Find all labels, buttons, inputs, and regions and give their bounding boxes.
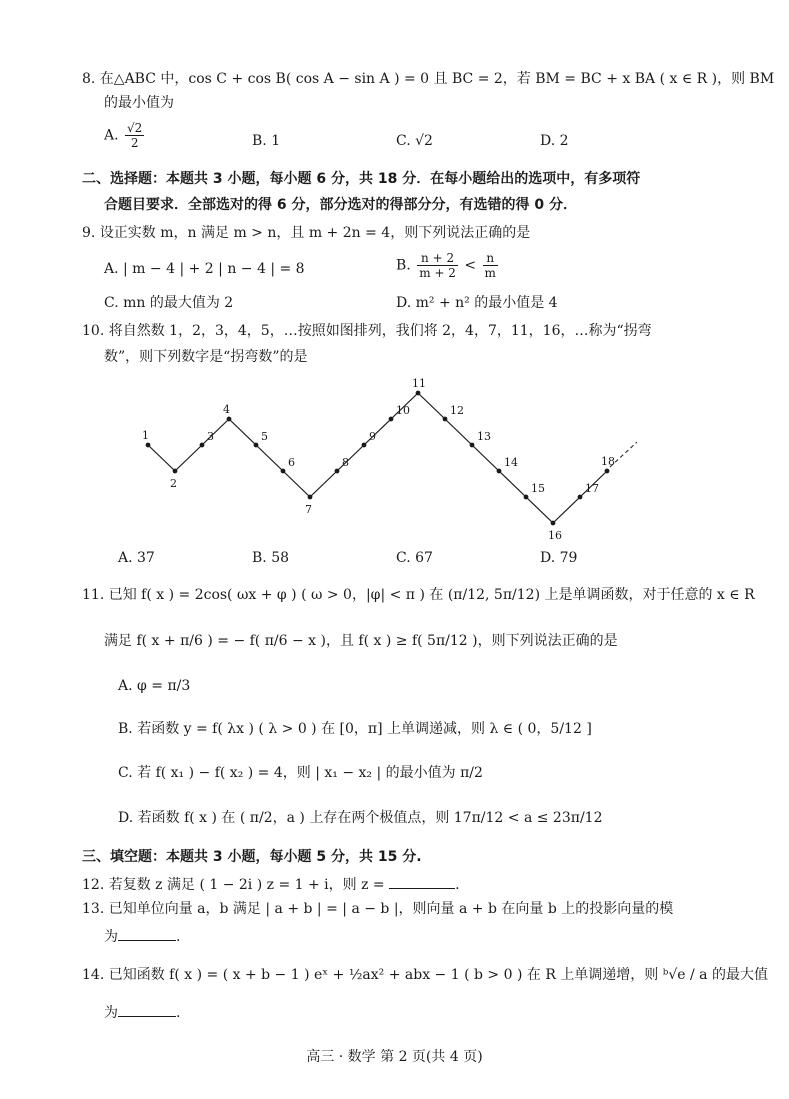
q13-stem: 13. 已知单位向量 a，b 满足 | a + b | = | a − b |，则向量 a + b 在向量 b 上的投影向量的模	[82, 901, 674, 917]
q8-option-d: D. 2	[540, 133, 569, 149]
zigzag-label: 6	[288, 456, 295, 469]
zigzag-segment	[175, 445, 202, 471]
zigzag-label: 14	[504, 456, 518, 469]
q11-stem	[82, 588, 755, 602]
q8-stem-line2: 的最小值为	[104, 95, 174, 111]
q12-text: 12. 若复数 z 满足 ( 1 − 2i ) z = 1 + i，则 z =	[82, 877, 385, 893]
zigzag-label: 11	[412, 377, 426, 390]
zigzag-point	[470, 443, 475, 448]
q11-stem-line2: 满足 f( x + π/6 ) = − f( π/6 − x )，且 f( x ) ≥ f( 5π/12 )，则下列说法正确的是	[104, 633, 618, 649]
q9-option-b-fraction-2	[483, 252, 498, 279]
zigzag-segment	[445, 419, 472, 445]
section2-heading: 二、选择题：本题共 3 小题，每小题 6 分，共 18 分．在每小题给出的选项中，有多项符	[82, 171, 641, 187]
q9-option-b-numerator-2: n	[483, 252, 498, 266]
zigzag-label: 9	[369, 430, 376, 443]
zigzag-segment	[472, 445, 499, 471]
zigzag-point	[497, 469, 502, 474]
zigzag-point	[551, 521, 556, 526]
q12-answer-blank[interactable]	[389, 876, 455, 889]
zigzag-segment	[148, 445, 175, 471]
q9-option-b-denominator-2: m	[484, 266, 496, 280]
q8-option-b: B. 1	[252, 133, 281, 149]
q11-option-c: C. 若 f( x₁ ) − f( x₂ ) = 4，则 | x₁ − x₂ | 的最小值为 π/2	[118, 765, 483, 781]
zigzag-label: 8	[342, 456, 349, 469]
q11-stem-part-b: 上是单调函数，对于任意的 x ∈ R	[544, 587, 755, 603]
zigzag-segment	[553, 497, 580, 523]
section2-heading-line2: 合题目要求．全部选对的得 6 分，部分选对的得部分分，有选错的得 0 分．	[104, 197, 577, 213]
q9-option-b-lt: <	[464, 257, 477, 274]
q9-option-b-fraction-1	[417, 252, 458, 279]
q12-stem	[82, 876, 460, 892]
q8-stem: 8. 在△ABC 中，cos C + cos B( cos A − sin A ) = 0 且 BC = 2，若 BM = BC + x BA ( x ∈ R )，则 BM	[82, 71, 775, 87]
zigzag-point	[281, 469, 286, 474]
zigzag-label: 10	[396, 404, 410, 417]
zigzag-label: 12	[450, 404, 464, 417]
q8-option-a-fraction	[125, 122, 144, 149]
zigzag-segment	[256, 445, 283, 471]
zigzag-labels	[142, 377, 615, 542]
zigzag-dots	[146, 391, 610, 526]
q14-tail: .	[176, 1005, 181, 1021]
zigzag-label: 16	[548, 529, 562, 542]
q10-stem-line2: 数”，则下列数字是“拐弯数”的是	[104, 349, 308, 365]
zigzag-point	[308, 495, 313, 500]
q9-option-a: A. | m − 4 | + 2 | n − 4 | = 8	[104, 261, 305, 277]
zigzag-point	[389, 417, 394, 422]
q11-option-b: B. 若函数 y = f( λx ) ( λ > 0 ) 在 [0，π] 上单调递减，则 λ ∈ ( 0，5/12 ]	[118, 721, 592, 737]
q13-stem-line2	[104, 928, 180, 944]
q8-option-a-label: A.	[104, 127, 119, 144]
zigzag-figure	[140, 375, 660, 545]
q12-tail: .	[455, 877, 460, 893]
q9-option-b-denominator-1: m + 2	[419, 266, 456, 280]
zigzag-label: 4	[223, 403, 230, 416]
q10-option-a: A. 37	[118, 550, 155, 566]
q8-option-c: C. √2	[396, 133, 433, 149]
q10-option-c: C. 67	[396, 550, 433, 566]
q11-stem-part-a: 11. 已知 f( x ) = 2cos( ωx + φ ) ( ω > 0，|φ| < π ) 在	[82, 587, 444, 603]
zigzag-point	[416, 391, 421, 396]
zigzag-point	[335, 469, 340, 474]
q14-stem-line2	[104, 1004, 180, 1020]
q8-option-a-numerator: √2	[127, 121, 143, 135]
zigzag-segment	[499, 471, 526, 497]
q9-option-d: D. m² + n² 的最小值是 4	[396, 295, 558, 311]
q11-stem-interval: (π/12, 5π/12)	[447, 587, 541, 603]
zigzag-label: 13	[477, 430, 491, 443]
zigzag-point	[605, 469, 610, 474]
zigzag-label: 2	[170, 477, 177, 490]
zigzag-label: 15	[531, 482, 545, 495]
q14-stem: 14. 已知函数 f( x ) = ( x + b − 1 ) eˣ + ½ax² + abx − 1 ( b > 0 ) 在 R 上单调递增，则 ᵇ√e / a 的最大值	[82, 967, 768, 983]
q10-option-b: B. 58	[252, 550, 290, 566]
zigzag-point	[200, 443, 205, 448]
zigzag-segment	[310, 471, 337, 497]
q14-answer-blank[interactable]	[118, 1004, 176, 1017]
q13-tail: .	[176, 929, 181, 945]
zigzag-label: 1	[142, 429, 149, 442]
q10-option-d: D. 79	[540, 550, 578, 566]
zigzag-point	[146, 443, 151, 448]
q9-stem: 9. 设正实数 m，n 满足 m > n，且 m + 2n = 4，则下列说法正确的是	[82, 225, 531, 241]
zigzag-label: 7	[305, 503, 312, 516]
zigzag-segment	[526, 497, 553, 523]
zigzag-segment	[418, 393, 445, 419]
zigzag-point	[362, 443, 367, 448]
zigzag-segment	[283, 471, 310, 497]
zigzag-point	[578, 495, 583, 500]
q9-option-b-numerator-1: n + 2	[417, 252, 458, 266]
zigzag-label: 5	[261, 430, 268, 443]
zigzag-segment	[229, 419, 256, 445]
zigzag-point	[173, 469, 178, 474]
q8-option-a	[104, 122, 146, 149]
q10-stem: 10. 将自然数 1，2，3，4，5，…按照如图排列，我们将 2，4，7，11，16，…称为“拐弯	[82, 323, 652, 339]
q14-line2-text: 为	[104, 1005, 118, 1021]
q11-option-a: A. φ = π/3	[118, 678, 191, 694]
q9-option-b-label: B.	[396, 257, 411, 274]
zigzag-point	[254, 443, 259, 448]
q9-option-c: C. mn 的最大值为 2	[104, 295, 234, 311]
q9-option-b	[396, 252, 500, 279]
section3-heading: 三、填空题：本题共 3 小题，每小题 5 分，共 15 分.	[82, 849, 422, 865]
zigzag-label: 3	[207, 430, 214, 443]
zigzag-point	[443, 417, 448, 422]
zigzag-label: 18	[601, 455, 615, 468]
q13-answer-blank[interactable]	[118, 928, 176, 941]
zigzag-label: 17	[585, 482, 599, 495]
zigzag-point	[227, 417, 232, 422]
page-footer: 高三 · 数学 第 2 页(共 4 页)	[306, 1049, 483, 1065]
zigzag-lines	[148, 393, 607, 523]
q13-line2-text: 为	[104, 929, 118, 945]
zigzag-point	[524, 495, 529, 500]
q11-option-d: D. 若函数 f( x ) 在 ( π/2，a ) 上存在两个极值点，则 17π/12 < a ≤ 23π/12	[118, 810, 603, 826]
q8-option-a-denominator: 2	[130, 136, 139, 150]
